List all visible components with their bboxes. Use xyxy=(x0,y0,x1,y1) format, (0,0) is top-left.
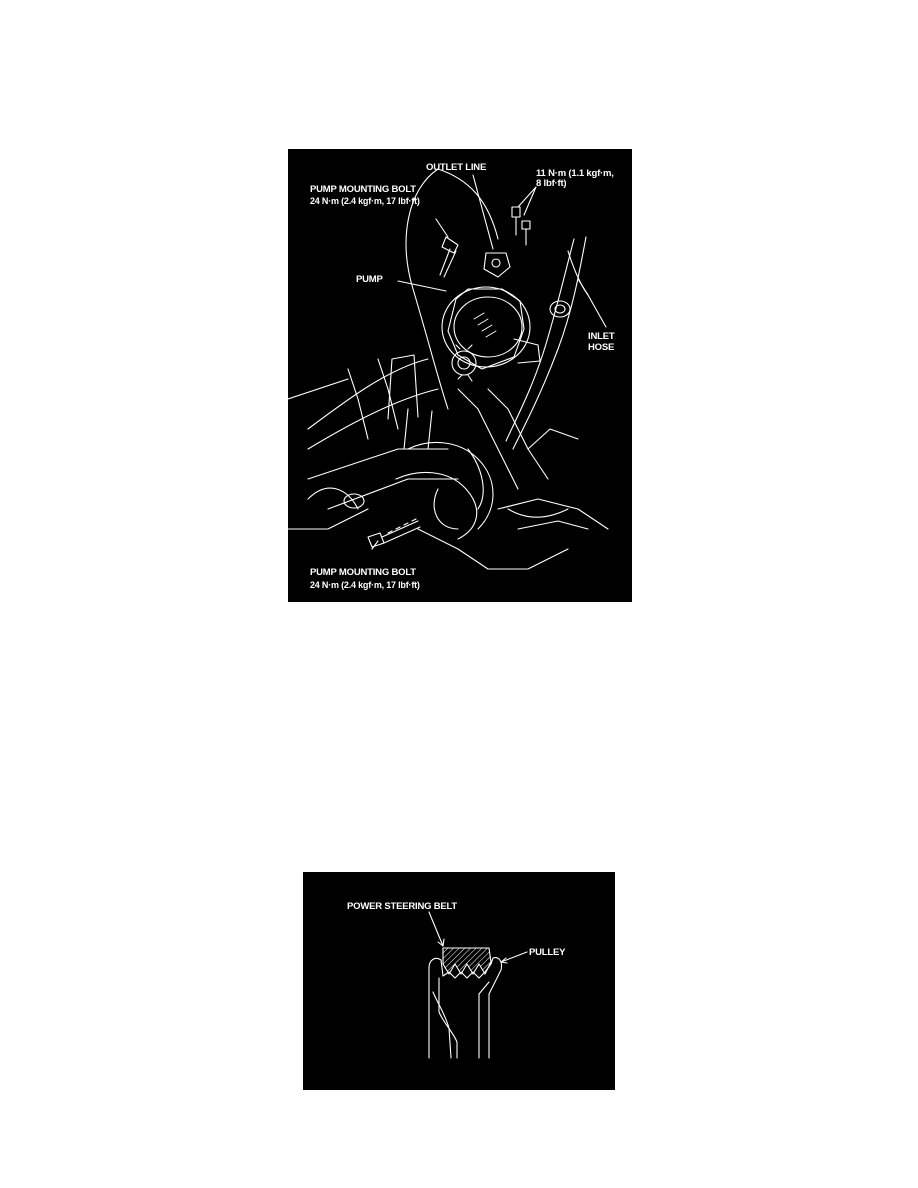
belt-cross-section xyxy=(443,948,491,974)
small-bolt-torque-label-line2: 8 lbf·ft) xyxy=(536,178,567,189)
inlet-hose-label-line2: HOSE xyxy=(588,342,615,353)
leader-torque-small xyxy=(518,187,536,215)
leader-pulley xyxy=(501,952,527,962)
top-bolt-title-label: PUMP MOUNTING BOLT xyxy=(310,184,416,195)
leader-outlet-line xyxy=(473,175,493,249)
leader-pump xyxy=(398,281,446,291)
pulley-outline xyxy=(429,958,502,1058)
pump-line-art xyxy=(288,149,632,602)
small-bolt-torque-label-line1: 11 N·m (1.1 kgf·m, xyxy=(536,168,614,179)
top-bolt-torque-label: 24 N·m (2.4 kgf·m, 17 lbf·ft) xyxy=(310,196,420,206)
power-steering-belt-label: POWER STEERING BELT xyxy=(347,901,458,912)
belt-pulley-illustration xyxy=(303,872,615,1090)
outlet-line-label: OUTLET LINE xyxy=(426,162,487,173)
bottom-bolt-title-label: PUMP MOUNTING BOLT xyxy=(310,567,416,578)
leader-top-bolt xyxy=(436,219,448,237)
bottom-bolt-torque-label: 24 N·m (2.4 kgf·m, 17 lbf·ft) xyxy=(310,580,420,590)
inlet-hose-label-line1: INLET xyxy=(588,331,615,342)
pump-illustration xyxy=(288,149,632,602)
pulley-label: PULLEY xyxy=(529,947,566,958)
pump-label: PUMP xyxy=(356,274,383,285)
leader-belt xyxy=(429,912,443,946)
